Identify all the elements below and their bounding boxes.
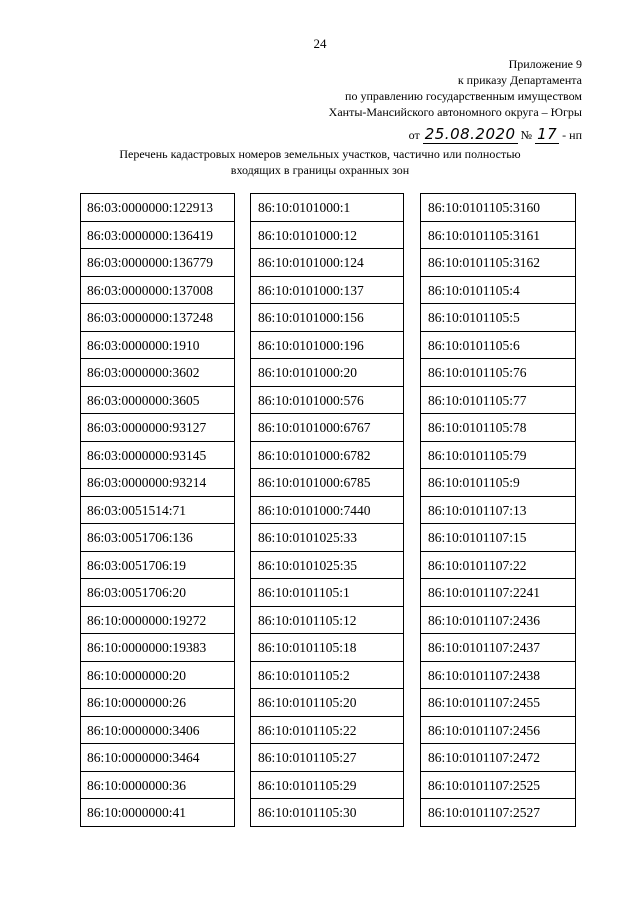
cadastral-number-cell: 86:10:0101025:33 [251,524,403,552]
cadastral-number-cell: 86:10:0101000:20 [251,359,403,387]
cadastral-number-cell: 86:10:0101105:5 [421,304,575,332]
cadastral-number-cell: 86:10:0101105:6 [421,332,575,360]
cadastral-number-cell: 86:10:0000000:19272 [81,607,234,635]
cadastral-number-cell: 86:10:0101105:79 [421,442,575,470]
cadastral-number-cell: 86:03:0000000:93127 [81,414,234,442]
cadastral-number-cell: 86:03:0000000:93145 [81,442,234,470]
cadastral-number-cell: 86:03:0000000:122913 [81,194,234,222]
cadastral-number-cell: 86:10:0101105:1 [251,579,403,607]
cadastral-number-cell: 86:03:0000000:137008 [81,277,234,305]
cadastral-number-cell: 86:03:0051706:19 [81,552,234,580]
cadastral-number-cell: 86:10:0101000:12 [251,222,403,250]
cadastral-number-cell: 86:10:0101107:2455 [421,689,575,717]
cadastral-number-cell: 86:10:0101000:6767 [251,414,403,442]
cadastral-number-cell: 86:10:0101025:35 [251,552,403,580]
cadastral-number-cell: 86:10:0101107:2437 [421,634,575,662]
title-line: Перечень кадастровых номеров земельных участков, частично или полностью [119,147,521,161]
cadastral-number-cell: 86:10:0101107:22 [421,552,575,580]
cadastral-number-table [80,193,580,833]
cadastral-number-cell: 86:10:0101105:27 [251,744,403,772]
cadastral-number-cell: 86:03:0000000:1910 [81,332,234,360]
cadastral-number-cell: 86:10:0101107:2438 [421,662,575,690]
header-line: Ханты-Мансийского автономного округа – Югры [328,105,582,119]
cadastral-number-cell: 86:10:0101105:20 [251,689,403,717]
cadastral-number-cell: 86:10:0101105:18 [251,634,403,662]
cadastral-number-cell: 86:10:0101000:196 [251,332,403,360]
order-number-prefix: № [520,128,533,142]
cadastral-number-cell: 86:10:0101000:1 [251,194,403,222]
order-line [329,126,582,143]
cadastral-number-cell: 86:10:0101105:78 [421,414,575,442]
column-2 [250,193,404,827]
cadastral-number-cell: 86:10:0101107:2527 [421,799,575,827]
cadastral-number-cell: 86:10:0101107:2456 [421,717,575,745]
cadastral-number-cell: 86:03:0000000:3602 [81,359,234,387]
appendix-header [329,56,582,143]
cadastral-number-cell: 86:10:0101107:13 [421,497,575,525]
cadastral-number-cell: 86:10:0000000:3406 [81,717,234,745]
cadastral-number-cell: 86:10:0101000:137 [251,277,403,305]
header-line: к приказу Департамента [457,73,582,87]
cadastral-number-cell: 86:10:0101107:2241 [421,579,575,607]
column-3 [420,193,576,827]
cadastral-number-cell: 86:10:0101105:3162 [421,249,575,277]
appendix-label: Приложение 9 [508,57,582,71]
cadastral-number-cell: 86:10:0101000:6785 [251,469,403,497]
cadastral-number-cell: 86:03:0051706:136 [81,524,234,552]
cadastral-number-cell: 86:10:0101000:156 [251,304,403,332]
cadastral-number-cell: 86:10:0101105:77 [421,387,575,415]
cadastral-number-cell: 86:10:0101107:2525 [421,772,575,800]
column-1 [80,193,235,827]
cadastral-number-cell: 86:10:0101000:124 [251,249,403,277]
cadastral-number-cell: 86:10:0101105:3161 [421,222,575,250]
order-suffix: - нп [562,128,582,142]
cadastral-number-cell: 86:03:0000000:137248 [81,304,234,332]
cadastral-number-cell: 86:03:0000000:136419 [81,222,234,250]
cadastral-number-cell: 86:10:0101000:576 [251,387,403,415]
document-title [0,146,640,178]
cadastral-number-cell: 86:10:0000000:20 [81,662,234,690]
cadastral-number-cell: 86:03:0051706:20 [81,579,234,607]
cadastral-number-cell: 86:10:0101105:76 [421,359,575,387]
cadastral-number-cell: 86:03:0051514:71 [81,497,234,525]
cadastral-number-cell: 86:10:0101105:3160 [421,194,575,222]
cadastral-number-cell: 86:10:0101000:7440 [251,497,403,525]
cadastral-number-cell: 86:10:0101105:2 [251,662,403,690]
cadastral-number-cell: 86:10:0000000:41 [81,799,234,827]
cadastral-number-cell: 86:03:0000000:3605 [81,387,234,415]
cadastral-number-cell: 86:03:0000000:93214 [81,469,234,497]
cadastral-number-cell: 86:10:0101105:4 [421,277,575,305]
cadastral-number-cell: 86:10:0101000:6782 [251,442,403,470]
page-number: 24 [313,36,327,51]
cadastral-number-cell: 86:10:0000000:36 [81,772,234,800]
cadastral-number-cell: 86:10:0101107:15 [421,524,575,552]
cadastral-number-cell: 86:10:0000000:3464 [81,744,234,772]
title-line: входящих в границы охранных зон [230,163,410,177]
header-line: по управлению государственным имуществом [345,89,582,103]
cadastral-number-cell: 86:10:0101105:12 [251,607,403,635]
cadastral-number-cell: 86:03:0000000:136779 [81,249,234,277]
cadastral-number-cell: 86:10:0101107:2472 [421,744,575,772]
order-number: 17 [537,125,558,143]
cadastral-number-cell: 86:10:0101105:29 [251,772,403,800]
cadastral-number-cell: 86:10:0101105:30 [251,799,403,827]
order-date: 25.08.2020 [424,125,516,143]
cadastral-number-cell: 86:10:0101105:22 [251,717,403,745]
cadastral-number-cell: 86:10:0101105:9 [421,469,575,497]
cadastral-number-cell: 86:10:0000000:26 [81,689,234,717]
cadastral-number-cell: 86:10:0101107:2436 [421,607,575,635]
order-date-prefix: от [408,128,420,142]
cadastral-number-cell: 86:10:0000000:19383 [81,634,234,662]
